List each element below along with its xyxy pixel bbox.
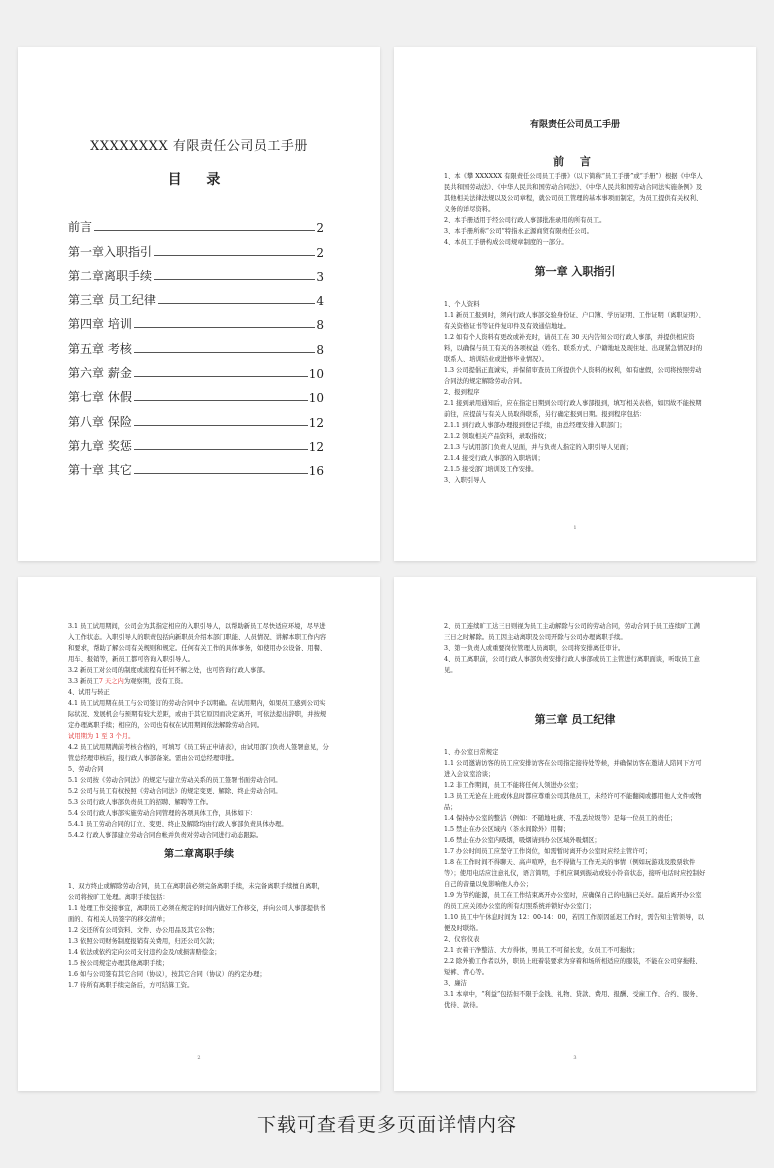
paragraph: 5、劳动合同: [68, 766, 104, 773]
toc-entry-label: 第九章 奖惩: [68, 438, 132, 453]
toc-entry-label: 第八章 保险: [68, 414, 132, 429]
document-page-3: [18, 577, 380, 1091]
trial-period-line: 试用期为 1 至 3 个月。: [68, 733, 135, 740]
paragraph: 1.4 保持办公室的整洁（例如：不随地吐痰、不乱丢垃圾等）是每一位员工的责任；: [444, 815, 677, 822]
chapter3-heading: 第三章 员工纪律: [534, 713, 616, 726]
chapter2-heading: 第二章离职手续: [164, 849, 234, 860]
paragraph: 4.1 员工试用期在员工与公司签订的劳动合同中予以明确。在试用期内，如果员工感到公司实际状况、发展机会与预期有较大差距，或由于其它原因而决定离开，可依法提出辞职，并按规定办理离职手续；相应的，公司也有权在试用期间依法解除劳动合同。: [68, 700, 327, 729]
toc-leader-line: [134, 449, 308, 450]
paragraph: 3、第一负责人或重要岗位管理人员离职，公司将安排离任审计。: [444, 645, 625, 652]
toc-entry-page: 8: [316, 342, 324, 357]
paragraph: 2.1 接到录用通知后，应在指定日期到公司行政人事部报到，填写相关表格，如因故不能按期前往，应提前与有关人员取得联系，另行确定报到日期。报到程序包括：: [444, 400, 702, 418]
download-more-caption: 下载可查看更多页面详情内容: [256, 1114, 517, 1136]
toc-entry-label: 第十章 其它: [68, 463, 132, 478]
paragraph: 1、双方终止或解除劳动合同，员工在离职前必须完备离职手续，未完备离职手续擅自离职，公司将按旷工处理。离职手续包括：: [68, 883, 324, 901]
paragraph: 1.1 新员工报到时，须向行政人事部交验身份证、户口簿、学历证明、工作证明（离职证明）、有关资格证书等证件复印件及有效通信地址。: [444, 312, 705, 330]
chapter1-heading: 第一章 入职指引: [534, 265, 616, 278]
paragraph: 2、员工连续旷工达三日则视为员工主动解除与公司的劳动合同，劳动合同于员工连续旷工满三日之时解除。员工因主动离职及公司开除与公司办理离职手续。: [444, 623, 700, 641]
preface-heading: 前 言: [553, 155, 597, 168]
paragraph: 5.4 公司行政人事部实施劳动合同管理的各项具体工作，具体如下：: [68, 810, 257, 817]
toc-entry-label: 第一章入职指引: [68, 244, 153, 259]
toc-entry: [68, 332, 324, 356]
toc-entry: [68, 381, 324, 405]
paragraph: 1.4 依法或依约定向公司支付违约金及/或损害赔偿金；: [68, 949, 221, 956]
paragraph: 4、本员工手册构成公司规章制度的一部分。: [444, 239, 568, 246]
toc-entry: [68, 357, 324, 381]
toc-entry: [68, 211, 324, 235]
toc-entry-page: 10: [308, 367, 324, 382]
toc-leader-line: [134, 376, 308, 377]
paragraph: 1.8 在工作时间不得聊天、高声喧哗，也不得做与工作无关的事情（例如玩游戏及股票软件等）；使用电话应注意礼仪，语言简明，手机应调到振动或较小铃音状态，接听电话时应控制好自己的音量以免影响他人办公；: [444, 859, 706, 888]
page4-upper-text: [444, 621, 706, 676]
paragraph: 2.1.4 接受行政人事部的入职培训；: [444, 455, 544, 462]
paragraph: 2、仪容仪表: [444, 936, 480, 943]
document-page-4: [394, 577, 756, 1091]
handbook-title: XXXXXXXX 有限责任公司员工手册: [90, 139, 308, 154]
paragraph: 3、廉洁: [444, 980, 467, 987]
toc-entry-label: 第七章 休假: [68, 390, 132, 405]
paragraph: 1.9 为节约能源，员工在工作结束离开办公室时，应确保自己的电脑已关好。最后离开办公室的员工应关闭办公室的所有灯照系统并锁好办公室门；: [444, 892, 702, 910]
preface-text: [444, 171, 706, 248]
paragraph: 1、办公室日常规定: [444, 749, 499, 756]
paragraph: 3.1 本章中，“利益”包括但不限于金钱、礼物、贷款、费用、报酬、受雇工作、合约、服务、优待、款待。: [444, 991, 702, 1009]
toc-entry-page: 2: [316, 221, 324, 236]
toc-leader-line: [134, 425, 308, 426]
paragraph: 2.1.3 与试用部门负责人见面，并与负责人指定的入职引导人见面；: [444, 444, 633, 451]
paragraph: 1.2 交还所有公司资料、文件、办公用品及其它公物；: [68, 927, 219, 934]
paragraph: 5.1 公司按《劳动合同法》的规定与建立劳动关系的员工签署书面劳动合同。: [68, 777, 282, 784]
toc-entry-page: 16: [308, 464, 324, 479]
toc-entry-page: 10: [308, 391, 324, 406]
toc-entry: [68, 405, 324, 429]
paragraph: 4.2 员工试用期满前考核合格的，可填写《员工转正申请表》，由试用部门负责人签署意见，分管总经理审核后，报行政人事部备案。需由公司总经理审批。: [68, 744, 329, 762]
paragraph: 2.1.5 接受部门培训及工作安排。: [444, 466, 538, 473]
page-number: 3: [573, 1055, 577, 1061]
paragraph: 5.4.2 行政人事部建立劳动合同台帐并负责对劳动合同进行动态跟踪。: [68, 832, 263, 839]
paragraph: 4、试用与转正: [68, 689, 110, 696]
table-of-contents: [68, 211, 324, 478]
paragraph: 2、本手册适用于经公司行政人事部批准录用的所有员工。: [444, 217, 606, 224]
paragraph: 1.3 员工无论在上班或休息时都应尊重公司其他员工，未经许可不能翻阅或挪用他人文件或物品；: [444, 793, 702, 811]
paragraph: 1、个人资料: [444, 301, 480, 308]
toc-entry-page: 2: [316, 245, 324, 260]
toc-leader-line: [134, 327, 316, 328]
toc-entry-page: 4: [316, 294, 324, 309]
paragraph: 1.1 公司邀请访客的员工应安排访客在公司指定接待处等候，并确保访客在邀请人陪同下方可进入会议室洽谈；: [444, 760, 702, 778]
paragraph: 2.1.1 到行政人事部办理报到登记手续，由总经理安排入职部门；: [444, 422, 626, 429]
toc-leader-line: [94, 230, 315, 231]
paragraph: 3、入职引导人: [444, 477, 486, 484]
paragraph: 2.1.2 领取相关产品资料，录取指纹；: [444, 433, 551, 440]
page-title: 有限责任公司员工手册: [529, 120, 620, 130]
paragraph: 1.2 非工作期间，员工不能将任何人领进办公室；: [444, 782, 582, 789]
paragraph: 1.5 禁止在办公区域内（茶水间除外）用餐；: [444, 826, 570, 833]
toc-entry: [68, 454, 324, 478]
paragraph: 1.3 依照公司财务制度报销有关费用，归还公司欠款；: [68, 938, 219, 945]
toc-entry-page: 8: [316, 318, 324, 333]
toc-entry: [68, 284, 324, 308]
paragraph: 5.4.1 员工劳动合同的订立、变更、终止及解除均由行政人事部负责具体办理。: [68, 821, 288, 828]
toc-entry: [68, 430, 324, 454]
page3-upper-text: [68, 621, 330, 841]
paragraph: 3、本手册所称“公司”特指永正源商贸有限责任公司。: [444, 228, 593, 235]
toc-entry-page: 12: [308, 439, 324, 454]
toc-entry-label: 第四章 培训: [68, 317, 132, 332]
paragraph: 1.3 公司提倡正直诚实，并保留审查员工所提供个人资料的权利，如有虚假，公司将按照劳动合同法的规定解除劳动合同。: [444, 367, 702, 385]
toc-leader-line: [134, 400, 308, 401]
paragraph: 2.2 除外勤工作者以外，职员上班着装要求为穿着和场所相适应的服装，不能在公司穿拖鞋、短裤、背心等。: [444, 958, 702, 976]
toc-entry-page: 3: [316, 269, 324, 284]
toc-entry: [68, 260, 324, 284]
document-page-1: [18, 47, 380, 561]
toc-leader-line: [134, 352, 316, 353]
paragraph: 1.6 如与公司签有其它合同（协议），按其它合同（协议）的约定办理；: [68, 971, 266, 978]
toc-leader-line: [154, 255, 315, 256]
paragraph: 4、员工离职前，公司行政人事部负责安排行政人事部或员工主管进行离职面谈，听取员工意见。: [444, 656, 700, 674]
paragraph: 5.2 公司与员工有权按照《劳动合同法》的规定变更、解除、终止劳动合同。: [68, 788, 282, 795]
paragraph: 3.2 新员工对公司的制度或流程有任何不解之处，也可咨询行政人事部。: [68, 667, 269, 674]
page-number: 1: [573, 525, 577, 531]
paragraph: 1.6 禁止在办公室内吸烟，吸烟请到办公区域外吸烟区；: [444, 837, 601, 844]
page-number: 2: [197, 1055, 201, 1061]
observation-period-line: 3.3 新员工7 天之内为观察期，没有工资。: [68, 678, 187, 685]
paragraph: 3.1 员工试用期间，公司会为其指定相应的入职引导人，以帮助新员工尽快适应环境，尽早进入工作状态。入职引导人的职责包括向新职员介绍本部门职能、人员情况、讲解本职工作内容和要求，帮助了解公司有关规则和规定。任何有关工作的具体事务，如使用办公设备、用餐、用车、报销等，新员工都可咨询入职引导人。: [68, 623, 327, 663]
paragraph: 1.7 办公时间员工应坚守工作岗位，如需暂时离开办公室时应经主管许可；: [444, 848, 652, 855]
toc-leader-line: [158, 303, 316, 304]
paragraph: 5.3 公司行政人事部负责员工的招聘、解聘等工作。: [68, 799, 213, 806]
paragraph: 2.1 衣着干净整洁、大方得体，男员工不可留长发，女员工不可拖妆；: [444, 947, 639, 954]
toc-leader-line: [134, 473, 308, 474]
toc-entry: [68, 308, 324, 332]
toc-entry-label: 第三章 员工纪律: [68, 293, 156, 308]
paragraph: 2、报到程序: [444, 389, 480, 396]
paragraph: 1.2 如有个人资料有更改或补充时，请员工在 30 天内告知公司行政人事部，并提供相应资料，以确保与员工有关的各项权益（姓名、联系方式、户籍地址及现住址、出现紧急情况时的联系人、培训结业或进修毕业情况）。: [444, 334, 703, 363]
chapter2-text: [68, 881, 330, 991]
chapter3-text: [444, 747, 706, 1011]
toc-entry: [68, 235, 324, 259]
toc-entry-page: 12: [308, 415, 324, 430]
toc-entry-label: 第五章 考核: [68, 341, 132, 356]
document-page-2: [394, 47, 756, 561]
paragraph: 1.10 员工中午休息时间为 12：00-14：00，若因工作原因延迟工作时，需告知主管领导，以便及时联络。: [444, 914, 704, 932]
paragraph: 1.5 按公司规定办理其他离职手续；: [68, 960, 169, 967]
paragraph: 1.1 处理工作交接事宜，离职员工必须在规定的时间内做好工作移交，并向公司人事部提供书面的、有相关人员签字的移交清单；: [68, 905, 326, 923]
toc-leader-line: [154, 279, 315, 280]
paragraph: 1.7 待所有离职手续完备后，方可结算工资。: [68, 982, 194, 989]
toc-entry-label: 前言: [68, 220, 93, 235]
chapter1-text: [444, 299, 706, 486]
toc-entry-label: 第六章 薪金: [68, 366, 132, 381]
toc-heading: 目 录: [167, 172, 231, 188]
toc-entry-label: 第二章离职手续: [68, 268, 153, 283]
paragraph: 1、本《攀 XXXXXX 有限责任公司员工手册》（以下简称“员工手册”或“手册”）根据《中华人民共和国劳动法》、《中华人民共和国劳动合同法》、《中华人民共和国劳动合同法实施条例》及其他相关法律法规以及公司章程，就公司员工管理的基本事项而制定，为员工提供有关权利、义务的详尽资料。: [444, 173, 703, 213]
